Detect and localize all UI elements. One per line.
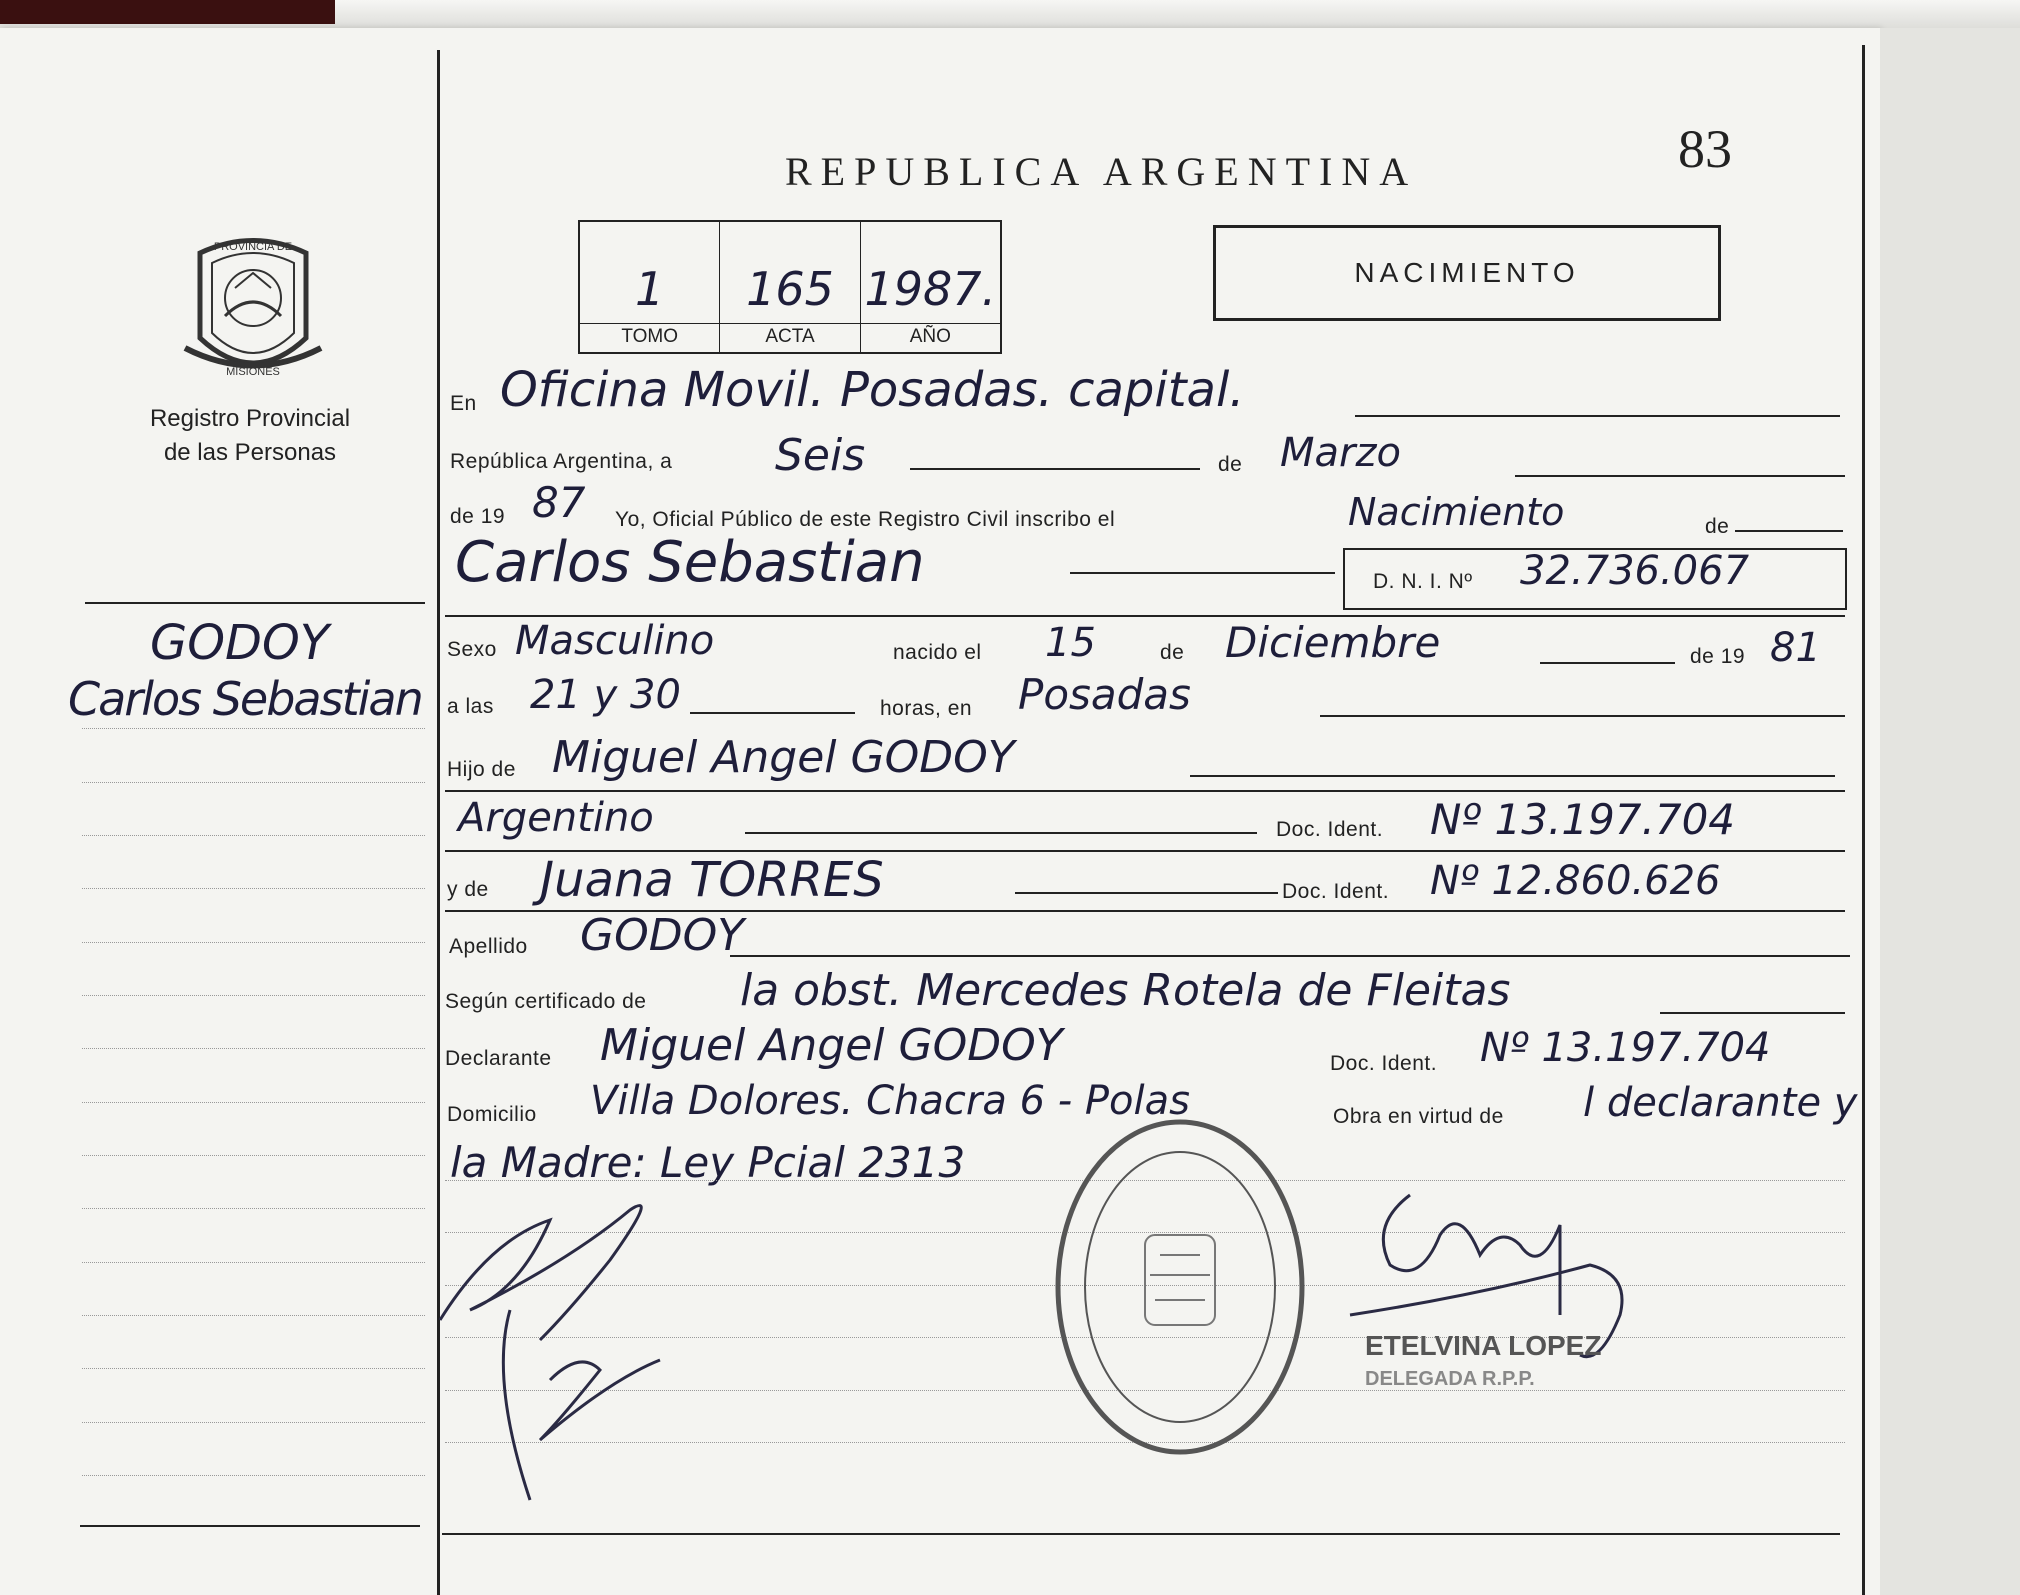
official-name: ETELVINA LOPEZ: [1365, 1330, 1602, 1361]
mother-doc-label: Doc. Ident.: [1282, 880, 1390, 903]
stub-dotted-line: [82, 1315, 425, 1316]
official-title: DELEGADA R.P.P.: [1365, 1368, 1535, 1390]
father-doc-label: Doc. Ident.: [1276, 818, 1384, 841]
oficial-text: Yo, Oficial Público de este Registro Civil inscribo el: [615, 508, 1116, 531]
sexo-value: Masculino: [515, 618, 715, 664]
stub-dotted-line: [82, 1102, 425, 1103]
row-line: [1355, 415, 1840, 417]
row-line: [730, 955, 1850, 957]
stub-dotted-line: [82, 1422, 425, 1423]
stub-dotted-line: [82, 942, 425, 943]
row-line: [1015, 892, 1278, 894]
day-value: Seis: [775, 430, 866, 481]
row-line: [1515, 475, 1845, 477]
stub-dotted-line: [82, 995, 425, 996]
child-name-value: Carlos Sebastian: [455, 530, 925, 595]
register-box: [578, 220, 1002, 354]
acta-label: ACTA: [720, 323, 859, 348]
year-value: 87: [532, 478, 586, 527]
apellido-label: Apellido: [449, 935, 528, 958]
anio-cell: [861, 222, 1000, 352]
row-line: [910, 468, 1200, 470]
obra-label: Obra en virtud de: [1333, 1105, 1504, 1128]
domicile-value: Villa Dolores. Chacra 6 - Polas: [590, 1078, 1190, 1124]
obra-value: l declarante y: [1583, 1080, 1858, 1126]
republica-label: República Argentina, a: [450, 450, 673, 473]
row-line: [745, 832, 1257, 834]
registry-line-1: Registro Provincial: [149, 405, 351, 432]
anio-value: 1987.: [864, 262, 997, 316]
registry-line-2: de las Personas: [163, 439, 337, 466]
declarante-label: Declarante: [445, 1047, 552, 1070]
document-title: REPUBLICA ARGENTINA: [785, 149, 1418, 194]
father-name-value: Miguel Angel GODOY: [552, 732, 1015, 783]
birth-day-value: 15: [1045, 620, 1096, 666]
stub-top-rule: [85, 602, 425, 604]
act-value: Nacimiento: [1348, 490, 1565, 534]
obra-value-continued: la Madre: Ley Pcial 2313: [450, 1138, 966, 1187]
acta-cell: [720, 222, 860, 352]
stub-dotted-line: [82, 1368, 425, 1369]
place-value: Posadas: [1018, 670, 1191, 719]
dni-label: D. N. I. Nº: [1373, 570, 1473, 593]
de-label: de: [1218, 453, 1243, 476]
row-line: [1070, 572, 1335, 574]
page-edge: [1880, 28, 2020, 1595]
record-type-box: NACIMIENTO: [1213, 225, 1721, 321]
crest-bottom-text: MISIONES: [226, 366, 280, 378]
tomo-label: TOMO: [580, 323, 719, 348]
stub-dotted-line: [82, 1262, 425, 1263]
official-stamp-icon: [1050, 1115, 1310, 1460]
row-line: [1540, 662, 1675, 664]
nacido-label: nacido el: [893, 641, 982, 664]
stub-dotted-line: [82, 1155, 425, 1156]
mother-doc-value: Nº 12.860.626: [1430, 858, 1721, 904]
stub-dotted-line: [82, 835, 425, 836]
row-line: [1660, 1012, 1845, 1014]
dni-value: 32.736.067: [1520, 548, 1750, 594]
declarant-name-value: Miguel Angel GODOY: [600, 1020, 1063, 1071]
birth-de-label: de: [1160, 641, 1185, 664]
tomo-value: 1: [635, 262, 665, 316]
stub-dotted-line: [82, 782, 425, 783]
de-label-2: de: [1705, 515, 1730, 538]
stub-bottom-rule: [80, 1525, 420, 1527]
crest-top-text: PROVINCIA DE: [213, 241, 293, 253]
page-number: 83: [1678, 119, 1732, 179]
father-doc-value: Nº 13.197.704: [1430, 795, 1736, 844]
a-las-label: a las: [447, 695, 494, 718]
registry-name: [100, 402, 400, 470]
anio-label: AÑO: [861, 323, 1000, 348]
row-line: [1190, 775, 1835, 777]
en-value: Oficina Movil. Posadas. capital.: [500, 362, 1245, 418]
birth-year-prefix: de 19: [1690, 645, 1746, 668]
row-line: [1320, 715, 1845, 717]
father-nationality-value: Argentino: [458, 795, 654, 841]
declarant-doc-label: Doc. Ident.: [1330, 1052, 1438, 1075]
sexo-label: Sexo: [447, 638, 497, 661]
misiones-crest-icon: [180, 228, 326, 388]
declarant-signature-icon: [430, 1180, 780, 1520]
birth-year-value: 81: [1770, 625, 1821, 671]
row-line: [690, 712, 855, 714]
mother-name-value: Juana TORRES: [540, 852, 884, 908]
stub-dotted-line: [82, 1475, 425, 1476]
form-bottom-rule: [442, 1533, 1840, 1535]
birth-month-value: Diciembre: [1225, 618, 1441, 667]
horas-en-label: horas, en: [880, 697, 973, 720]
hour-value: 21 y 30: [530, 672, 681, 718]
right-border: [1862, 45, 1865, 1595]
tomo-cell: [580, 222, 720, 352]
stub-dotted-line: [82, 1048, 425, 1049]
row-line: [445, 615, 1845, 617]
month-value: Marzo: [1280, 430, 1401, 476]
stub-dotted-line: [82, 728, 425, 729]
y-de-label: y de: [447, 878, 489, 901]
book-binding: [0, 0, 335, 24]
stub-dotted-line: [82, 888, 425, 889]
certificate-value: la obst. Mercedes Rotela de Fleitas: [740, 965, 1511, 1016]
hijo-label: Hijo de: [447, 758, 516, 781]
acta-value: 165: [746, 262, 834, 316]
stub-given-names: Carlos Sebastian: [68, 672, 422, 726]
surname-value: GODOY: [580, 910, 745, 961]
stub-surname: GODOY: [150, 615, 330, 671]
domicilio-label: Domicilio: [447, 1103, 537, 1126]
declarant-doc-value: Nº 13.197.704: [1480, 1025, 1771, 1071]
year-prefix-label: de 19: [450, 505, 506, 528]
row-line: [1735, 530, 1843, 532]
stub-dotted-line: [82, 1208, 425, 1209]
row-line: [445, 790, 1845, 792]
en-label: En: [450, 392, 477, 415]
segun-label: Según certificado de: [445, 990, 647, 1013]
